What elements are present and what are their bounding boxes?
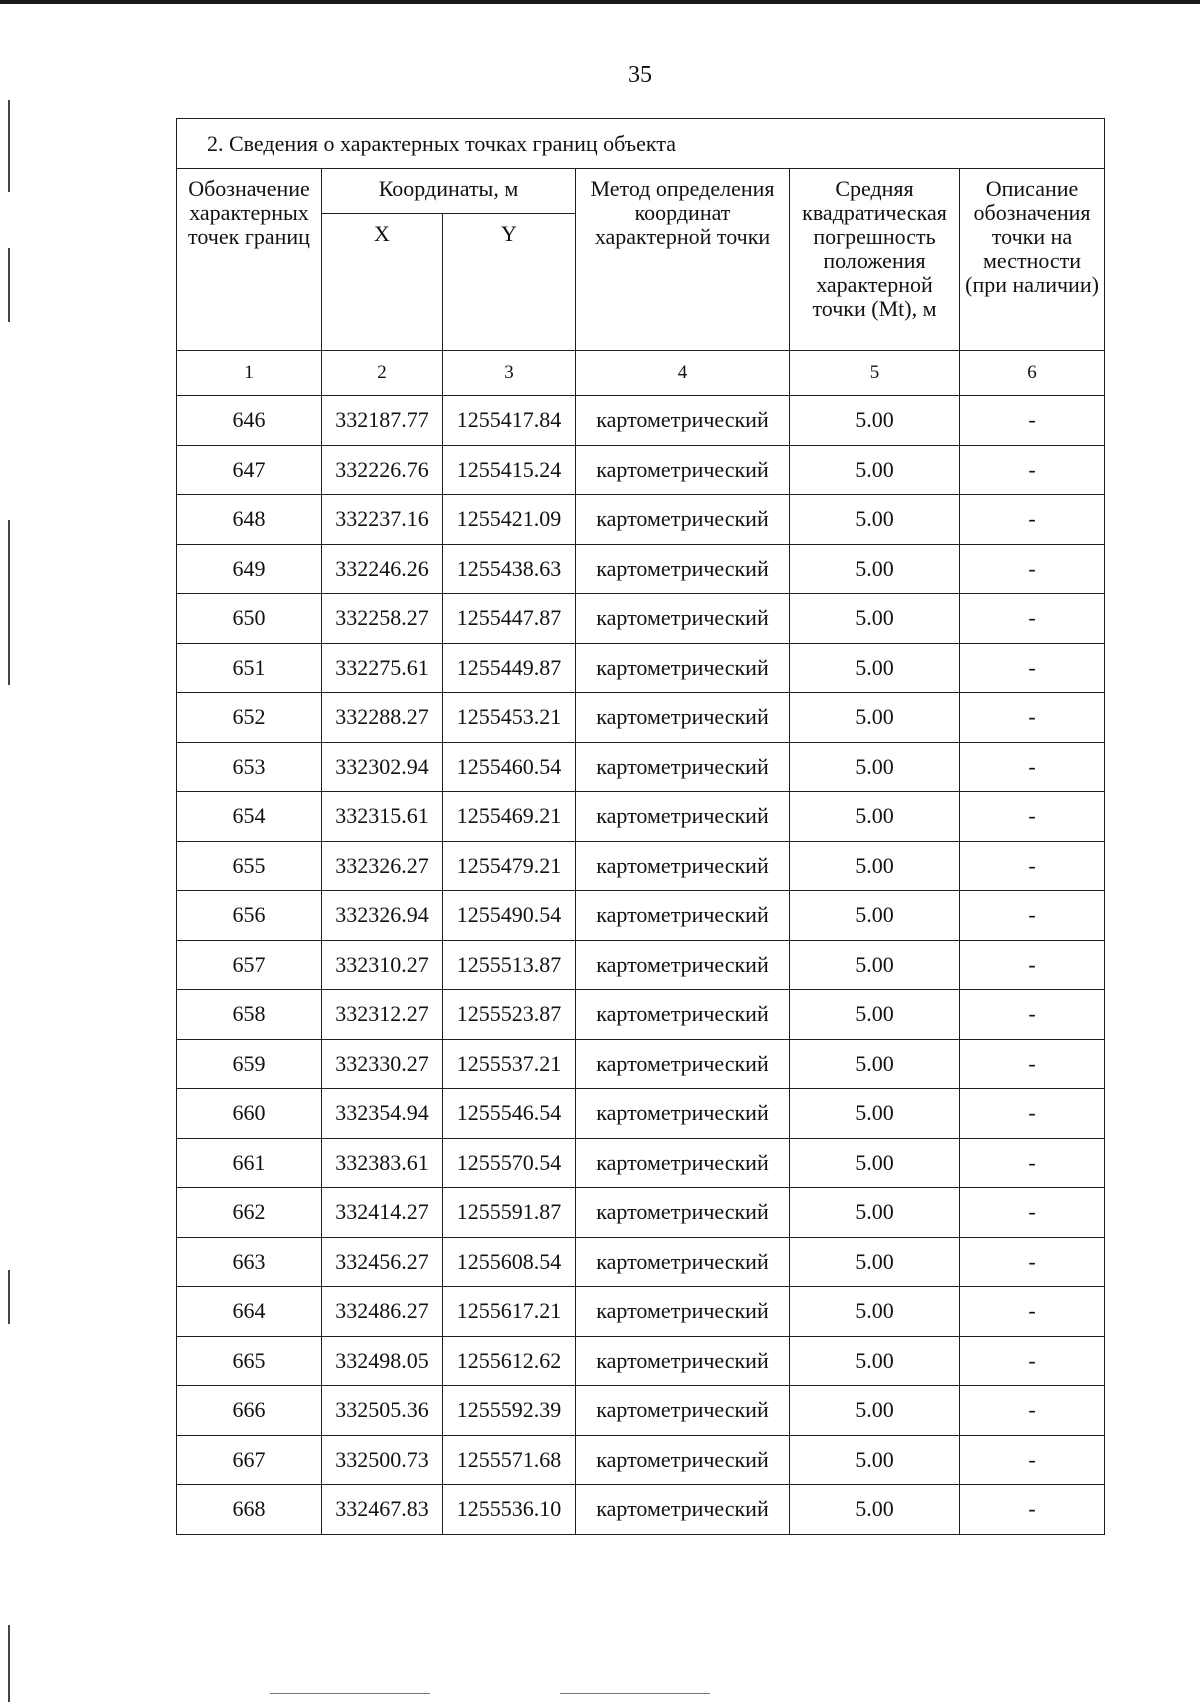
table-row <box>177 1089 1105 1139</box>
column-number: 6 <box>960 351 1105 396</box>
description-cell: - <box>960 940 1105 990</box>
method-cell: картометрический <box>576 1138 790 1188</box>
description-cell: - <box>960 643 1105 693</box>
scan-margin-mark <box>8 1625 10 1702</box>
x-coordinate-cell: 332505.36 <box>322 1386 443 1436</box>
scan-margin-mark <box>8 248 10 322</box>
point-number-cell: 666 <box>177 1386 322 1436</box>
error-cell: 5.00 <box>790 1237 960 1287</box>
scan-bottom-mark <box>560 1693 710 1694</box>
method-cell: картометрический <box>576 1435 790 1485</box>
error-cell: 5.00 <box>790 1336 960 1386</box>
description-cell: - <box>960 891 1105 941</box>
table-row <box>177 594 1105 644</box>
point-number-cell: 663 <box>177 1237 322 1287</box>
table-row <box>177 1485 1105 1535</box>
method-cell: картометрический <box>576 594 790 644</box>
y-coordinate-cell: 1255536.10 <box>443 1485 576 1535</box>
error-cell: 5.00 <box>790 742 960 792</box>
x-coordinate-cell: 332315.61 <box>322 792 443 842</box>
y-coordinate-cell: 1255513.87 <box>443 940 576 990</box>
boundary-points-table <box>176 118 1105 1535</box>
table-row <box>177 1386 1105 1436</box>
point-number-cell: 646 <box>177 396 322 446</box>
method-cell: картометрический <box>576 1485 790 1535</box>
table-row <box>177 396 1105 446</box>
point-number-cell: 655 <box>177 841 322 891</box>
x-coordinate-cell: 332383.61 <box>322 1138 443 1188</box>
point-number-cell: 657 <box>177 940 322 990</box>
error-cell: 5.00 <box>790 445 960 495</box>
error-cell: 5.00 <box>790 1188 960 1238</box>
point-number-cell: 664 <box>177 1287 322 1337</box>
header-description: Описание обозначения точки на местности (при наличии) <box>960 169 1105 351</box>
description-cell: - <box>960 1237 1105 1287</box>
point-number-cell: 651 <box>177 643 322 693</box>
y-coordinate-cell: 1255490.54 <box>443 891 576 941</box>
table-row <box>177 693 1105 743</box>
description-cell: - <box>960 396 1105 446</box>
x-coordinate-cell: 332258.27 <box>322 594 443 644</box>
point-number-cell: 649 <box>177 544 322 594</box>
y-coordinate-cell: 1255592.39 <box>443 1386 576 1436</box>
y-coordinate-cell: 1255447.87 <box>443 594 576 644</box>
point-number-cell: 660 <box>177 1089 322 1139</box>
column-numbers-row <box>177 351 1105 396</box>
method-cell: картометрический <box>576 841 790 891</box>
x-coordinate-cell: 332246.26 <box>322 544 443 594</box>
error-cell: 5.00 <box>790 1039 960 1089</box>
table-row <box>177 643 1105 693</box>
table-row <box>177 792 1105 842</box>
method-cell: картометрический <box>576 495 790 545</box>
y-coordinate-cell: 1255570.54 <box>443 1138 576 1188</box>
description-cell: - <box>960 841 1105 891</box>
y-coordinate-cell: 1255537.21 <box>443 1039 576 1089</box>
header-x: X <box>322 214 443 351</box>
header-method: Метод определения координат характерной точки <box>576 169 790 351</box>
description-cell: - <box>960 594 1105 644</box>
method-cell: картометрический <box>576 1287 790 1337</box>
table-row <box>177 891 1105 941</box>
method-cell: картометрический <box>576 1089 790 1139</box>
section-title: 2. Сведения о характерных точках границ объекта <box>177 119 1105 169</box>
description-cell: - <box>960 693 1105 743</box>
column-number: 5 <box>790 351 960 396</box>
header-y: Y <box>443 214 576 351</box>
scan-margin-mark <box>8 1270 10 1324</box>
error-cell: 5.00 <box>790 1089 960 1139</box>
x-coordinate-cell: 332414.27 <box>322 1188 443 1238</box>
top-rule <box>0 0 1200 4</box>
y-coordinate-cell: 1255608.54 <box>443 1237 576 1287</box>
column-number: 3 <box>443 351 576 396</box>
scan-margin-mark <box>8 520 10 685</box>
x-coordinate-cell: 332237.16 <box>322 495 443 545</box>
table-row <box>177 1188 1105 1238</box>
description-cell: - <box>960 544 1105 594</box>
header-row <box>177 169 1105 214</box>
header-designation: Обозначение характерных точек границ <box>177 169 322 351</box>
x-coordinate-cell: 332354.94 <box>322 1089 443 1139</box>
method-cell: картометрический <box>576 1188 790 1238</box>
method-cell: картометрический <box>576 1386 790 1436</box>
method-cell: картометрический <box>576 396 790 446</box>
point-number-cell: 648 <box>177 495 322 545</box>
x-coordinate-cell: 332456.27 <box>322 1237 443 1287</box>
table-row <box>177 1237 1105 1287</box>
x-coordinate-cell: 332312.27 <box>322 990 443 1040</box>
method-cell: картометрический <box>576 1237 790 1287</box>
error-cell: 5.00 <box>790 1485 960 1535</box>
table-row <box>177 495 1105 545</box>
table-row <box>177 544 1105 594</box>
error-cell: 5.00 <box>790 1287 960 1337</box>
column-number: 2 <box>322 351 443 396</box>
error-cell: 5.00 <box>790 495 960 545</box>
description-cell: - <box>960 495 1105 545</box>
table-row <box>177 940 1105 990</box>
description-cell: - <box>960 1336 1105 1386</box>
x-coordinate-cell: 332326.27 <box>322 841 443 891</box>
y-coordinate-cell: 1255617.21 <box>443 1287 576 1337</box>
error-cell: 5.00 <box>790 1435 960 1485</box>
description-cell: - <box>960 1435 1105 1485</box>
point-number-cell: 662 <box>177 1188 322 1238</box>
y-coordinate-cell: 1255571.68 <box>443 1435 576 1485</box>
error-cell: 5.00 <box>790 792 960 842</box>
x-coordinate-cell: 332288.27 <box>322 693 443 743</box>
method-cell: картометрический <box>576 643 790 693</box>
error-cell: 5.00 <box>790 1386 960 1436</box>
error-cell: 5.00 <box>790 594 960 644</box>
table-row <box>177 841 1105 891</box>
error-cell: 5.00 <box>790 990 960 1040</box>
method-cell: картометрический <box>576 940 790 990</box>
point-number-cell: 661 <box>177 1138 322 1188</box>
error-cell: 5.00 <box>790 643 960 693</box>
x-coordinate-cell: 332187.77 <box>322 396 443 446</box>
description-cell: - <box>960 445 1105 495</box>
y-coordinate-cell: 1255546.54 <box>443 1089 576 1139</box>
error-cell: 5.00 <box>790 1138 960 1188</box>
point-number-cell: 659 <box>177 1039 322 1089</box>
description-cell: - <box>960 1485 1105 1535</box>
method-cell: картометрический <box>576 990 790 1040</box>
page-number: 35 <box>628 62 652 88</box>
description-cell: - <box>960 792 1105 842</box>
y-coordinate-cell: 1255417.84 <box>443 396 576 446</box>
x-coordinate-cell: 332467.83 <box>322 1485 443 1535</box>
column-number: 1 <box>177 351 322 396</box>
header-coordinates: Координаты, м <box>322 169 576 214</box>
table-row <box>177 1138 1105 1188</box>
description-cell: - <box>960 990 1105 1040</box>
scan-margin-mark <box>8 100 10 192</box>
y-coordinate-cell: 1255453.21 <box>443 693 576 743</box>
point-number-cell: 665 <box>177 1336 322 1386</box>
table-body <box>177 396 1105 1535</box>
section-title-row <box>177 119 1105 169</box>
x-coordinate-cell: 332486.27 <box>322 1287 443 1337</box>
method-cell: картометрический <box>576 693 790 743</box>
point-number-cell: 668 <box>177 1485 322 1535</box>
description-cell: - <box>960 742 1105 792</box>
y-coordinate-cell: 1255421.09 <box>443 495 576 545</box>
table-row <box>177 1336 1105 1386</box>
point-number-cell: 658 <box>177 990 322 1040</box>
method-cell: картометрический <box>576 544 790 594</box>
x-coordinate-cell: 332310.27 <box>322 940 443 990</box>
table-row <box>177 990 1105 1040</box>
point-number-cell: 647 <box>177 445 322 495</box>
x-coordinate-cell: 332226.76 <box>322 445 443 495</box>
y-coordinate-cell: 1255591.87 <box>443 1188 576 1238</box>
table-row <box>177 1287 1105 1337</box>
description-cell: - <box>960 1039 1105 1089</box>
point-number-cell: 656 <box>177 891 322 941</box>
column-number: 4 <box>576 351 790 396</box>
description-cell: - <box>960 1287 1105 1337</box>
y-coordinate-cell: 1255612.62 <box>443 1336 576 1386</box>
y-coordinate-cell: 1255523.87 <box>443 990 576 1040</box>
description-cell: - <box>960 1138 1105 1188</box>
point-number-cell: 650 <box>177 594 322 644</box>
y-coordinate-cell: 1255415.24 <box>443 445 576 495</box>
description-cell: - <box>960 1089 1105 1139</box>
table-row <box>177 1039 1105 1089</box>
y-coordinate-cell: 1255460.54 <box>443 742 576 792</box>
point-number-cell: 652 <box>177 693 322 743</box>
error-cell: 5.00 <box>790 396 960 446</box>
table-row <box>177 742 1105 792</box>
method-cell: картометрический <box>576 1039 790 1089</box>
point-number-cell: 667 <box>177 1435 322 1485</box>
method-cell: картометрический <box>576 1336 790 1386</box>
method-cell: картометрический <box>576 742 790 792</box>
scan-bottom-mark <box>270 1693 430 1694</box>
description-cell: - <box>960 1188 1105 1238</box>
header-error: Средняя квадратическая погрешность положения характерной точки (Mt), м <box>790 169 960 351</box>
table-row <box>177 1435 1105 1485</box>
x-coordinate-cell: 332498.05 <box>322 1336 443 1386</box>
error-cell: 5.00 <box>790 891 960 941</box>
method-cell: картометрический <box>576 792 790 842</box>
y-coordinate-cell: 1255438.63 <box>443 544 576 594</box>
error-cell: 5.00 <box>790 544 960 594</box>
error-cell: 5.00 <box>790 693 960 743</box>
point-number-cell: 654 <box>177 792 322 842</box>
x-coordinate-cell: 332275.61 <box>322 643 443 693</box>
x-coordinate-cell: 332326.94 <box>322 891 443 941</box>
x-coordinate-cell: 332302.94 <box>322 742 443 792</box>
error-cell: 5.00 <box>790 940 960 990</box>
method-cell: картометрический <box>576 891 790 941</box>
description-cell: - <box>960 1386 1105 1436</box>
point-number-cell: 653 <box>177 742 322 792</box>
x-coordinate-cell: 332500.73 <box>322 1435 443 1485</box>
error-cell: 5.00 <box>790 841 960 891</box>
y-coordinate-cell: 1255479.21 <box>443 841 576 891</box>
x-coordinate-cell: 332330.27 <box>322 1039 443 1089</box>
table-row <box>177 445 1105 495</box>
method-cell: картометрический <box>576 445 790 495</box>
y-coordinate-cell: 1255449.87 <box>443 643 576 693</box>
y-coordinate-cell: 1255469.21 <box>443 792 576 842</box>
